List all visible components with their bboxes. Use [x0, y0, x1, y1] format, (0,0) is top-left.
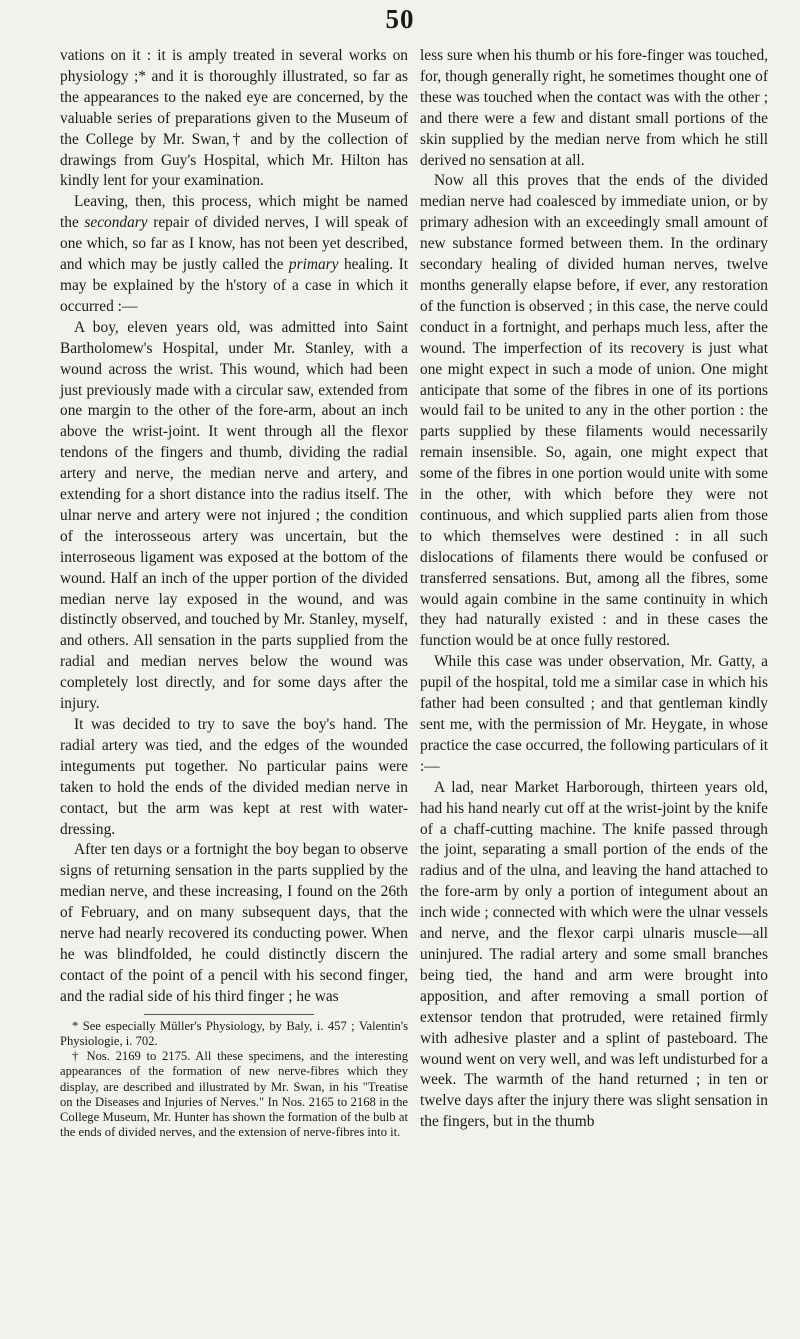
- footnotes: [60, 1019, 408, 1141]
- left-paragraph-3: A boy, eleven years old, was admitted into Saint Bartholomew's Hospital, under Mr. Stanley, with a wound across the wrist. This wound, which had been just previously made with a circular saw, extended from one margin to the other of the fore-arm, about an inch above the wrist-joint. It went through all the flexor tendons of the fingers and thumb, dividing the radial artery and nerve, the median nerve and artery, and extending for a short distance into the radius itself. The ulnar nerve and artery were not injured ; the condition of the interosseous artery was uncertain, but the interroseous ligament was exposed at the bottom of the wound. Half an inch of the upper portion of the divided median nerve lay exposed in the wound, and was distinctly observed, and touched by Mr. Stanley, myself, and others. All sensation in the parts supplied from the radial and median nerves below the wound was completely lost directly, and for some days after the injury.: [60, 318, 408, 713]
- footnote-2: † Nos. 2169 to 2175. All these specimens, and the interesting appearances of the formation of new nerve-fibres which they display, are described and illustrated by Mr. Swan, in his "Treatise on the Diseases and Injuries of Nerves." In Nos. 2165 to 2168 in the College Museum, Mr. Hunter has shown the formation of the bulb at the ends of divided nerves, and the extension of nerve-fibres into it.: [60, 1049, 408, 1140]
- right-column: [420, 46, 768, 1133]
- footnote-divider: [144, 1014, 314, 1015]
- left-paragraph-2-text-b: repair of divided nerves, I will speak of one which, so far as I know, has not been yet described, and which may be justly called the: [60, 214, 408, 274]
- left-paragraph-2-text-c: healing. It may be explained by the h'story of a case in which it occurred :—: [60, 256, 408, 315]
- right-paragraph-1: less sure when his thumb or his fore-finger was touched, for, though generally right, he sometimes thought one of these was touched when the contact was with the other ; and there were a few and distant small portions of the skin supplied by the median nerve from which he still derived no sensation at all.: [420, 47, 768, 169]
- left-paragraph-1: vations on it : it is amply treated in several works on physiology ;* and it is thoroughly illustrated, so far as the appearances to the naked eye are concerned, by the valuable series of preparations given to the Museum of the College by Mr. Swan,† and by the collection of drawings from Guy's Hospital, which Mr. Hilton has kindly lent for your examination.: [60, 47, 408, 190]
- left-paragraph-2-em-primary: primary: [288, 256, 339, 274]
- left-column: [60, 46, 408, 1140]
- footnote-1: * See especially Müller's Physiology, by Baly, i. 457 ; Valentin's Physiologie, i. 702.: [60, 1018, 408, 1048]
- left-paragraph-2: [60, 192, 408, 317]
- left-paragraph-2-text-a: Leaving, then, this process, which might be named the: [60, 193, 408, 232]
- left-paragraph-2-em-secondary: secondary: [84, 214, 148, 232]
- right-paragraph-2: Now all this proves that the ends of the divided median nerve had coalesced by immediate union, or by primary adhesion with an exceedingly small amount of new substance formed between them. In the ordinary secondary healing of divided human nerves, twelve months generally elapse before, if ever, any restoration of the function is observed ; in this case, the nerve could conduct in a fortnight, and perhaps much less, after the wound. The imperfection of its recovery is just what one might expect in such a mode of union. One might anticipate that some of the fibres in one of its portions would fail to be united to any in the other portion : the parts supplied by these filaments would necessarily remain insensible. So, again, one might expect that some of the fibres in one portion would unite with some in the other, with which before they were not continuous, and which supplied parts alien from those to which themselves were destined : in all such dislocations of filaments there would be confused or transferred sensations. But, among all the fibres, some would again combine in the same continuity in which they had naturally existed : and in these cases the function would be at once fully restored.: [420, 172, 768, 650]
- left-paragraph-4: It was decided to try to save the boy's hand. The radial artery was tied, and the edges of the wounded integuments put together. No particular pains were taken to hold the ends of the divided median nerve in contact, but the arm was kept at rest with water-dressing.: [60, 716, 408, 838]
- right-paragraph-3: While this case was under observation, Mr. Gatty, a pupil of the hospital, told me a similar case in which his father had been consulted ; and that gentleman kindly sent me, with the permission of Mr. Heygate, in whose practice the case occurred, the following particulars of it :—: [420, 653, 768, 775]
- left-paragraph-5: After ten days or a fortnight the boy began to observe signs of returning sensation in the parts supplied by the median nerve, and these increasing, I found on the 26th of February, and on many subsequent days, that the nerve had nearly recovered its conducting power. When he was blindfolded, he could distinctly discern the contact of the point of a pencil with his second finger, and the radial side of his third finger ; he was: [60, 841, 408, 1005]
- page-number: 50: [385, 4, 415, 34]
- right-paragraph-4: A lad, near Market Harborough, thirteen years old, had his hand nearly cut off at the wrist-joint by the knife of a chaff-cutting machine. The knife passed through the joint, separating a small portion of the ends of the radius and of the ulna, and leaving the hand attached to the fore-arm by only a portion of integument about an inch wide ; connected with which were the ulnar vessels and nerve, and the flexor carpi ulnaris muscle—all uninjured. The radial artery and some small branches being tied, the hand and arm were brought into apposition, and after removing a small portion of extensor tendon that protruded, were retained firmly with adhesive plaster and a splint of pasteboard. The wound went on very well, and was left undisturbed for a week. The warmth of the hand returned ; in ten or twelve days after the injury there was slight sensation in the fingers, but in the thumb: [420, 778, 768, 1131]
